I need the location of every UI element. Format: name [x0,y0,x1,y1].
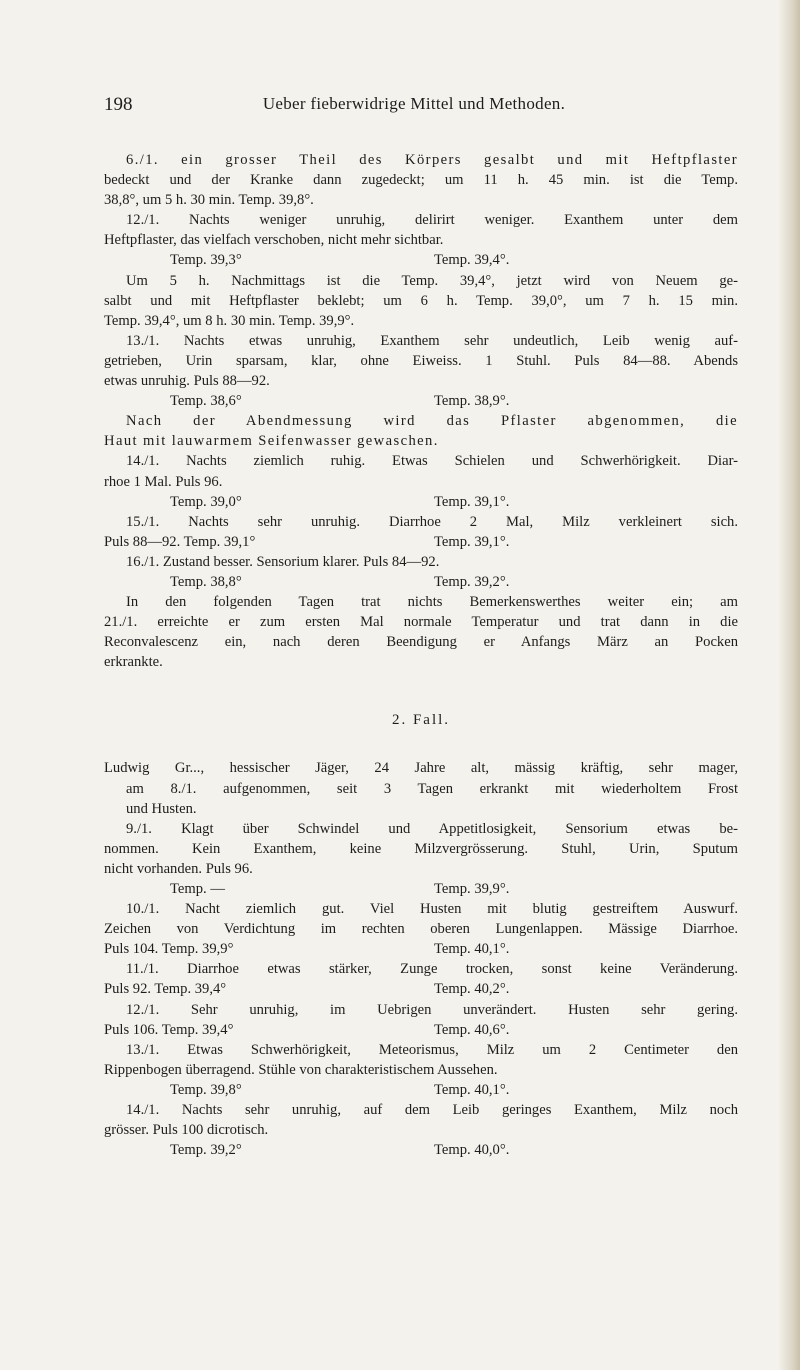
text-line: Zeichen von Verdichtung im rechten oberen Lungenlappen. Mässige Diarrhoe. [104,921,738,938]
pulse-temp-morning: Puls 92. Temp. 39,4° [104,981,227,998]
temp-evening: Temp. 40,0°. [434,1142,510,1159]
text-line: Haut mit lauwarmem Seifenwasser gewaschen. [104,433,439,450]
text-line: Temp. 39,4°, um 8 h. 30 min. Temp. 39,9°. [104,312,355,329]
text-line: 21./1. erreichte er zum ersten Mal normale Temperatur und trat dann in die [104,614,738,631]
text-line: und Husten. [126,800,197,817]
temp-morning: Temp. 39,2° [170,1142,242,1159]
pulse-temp-morning: Puls 106. Temp. 39,4° [104,1021,234,1038]
temp-evening: Temp. 40,1°. [434,941,510,958]
text-line: Rippenbogen überragend. Stühle von charakteristischem Aussehen. [104,1061,498,1078]
text-line: 12./1. Nachts weniger unruhig, delirirt weniger. Exanthem unter dem [126,212,738,229]
text-line: 16./1. Zustand besser. Sensorium klarer. Puls 84—92. [126,553,440,570]
page-body [104,150,738,1160]
text-line: 6./1. ein grosser Theil des Körpers gesalbt und mit Heftpflaster [126,152,738,168]
page-edge-shadow [778,0,800,1370]
temp-evening: Temp. 39,1°. [434,533,510,550]
temperature-row [104,391,738,411]
temp-evening: Temp. 39,4°. [434,252,510,269]
temperature-row [104,879,738,899]
text-line: 13./1. Etwas Schwerhörigkeit, Meteorismus, Milz um 2 Centimeter den [126,1041,738,1058]
text-line: 38,8°, um 5 h. 30 min. Temp. 39,8°. [104,192,314,209]
temperature-row [104,492,738,512]
text-line: Nach der Abendmessung wird das Pflaster abgenommen, die [126,413,738,430]
text-line: Um 5 h. Nachmittags ist die Temp. 39,4°, jetzt wird von Neuem ge- [126,272,738,289]
text-line: bedeckt und der Kranke dann zugedeckt; um 11 h. 45 min. ist die Temp. [104,172,738,189]
temp-morning: Temp. — [170,881,225,897]
text-line: 15./1. Nachts sehr unruhig. Diarrhoe 2 Mal, Milz verkleinert sich. [126,513,738,530]
temp-evening: Temp. 39,9°. [434,881,510,897]
text-line: 11./1. Diarrhoe etwas stärker, Zunge trocken, sonst keine Veränderung. [126,961,738,978]
text-line: Reconvalescenz ein, nach deren Beendigung er Anfangs März an Pocken [104,634,738,651]
text-line: 10./1. Nacht ziemlich gut. Viel Husten mit blutig gestreiftem Auswurf. [126,901,738,918]
pulse-temp-morning: Puls 104. Temp. 39,9° [104,941,234,958]
text-line: grösser. Puls 100 dicrotisch. [104,1122,269,1139]
temp-evening: Temp. 38,9°. [434,393,510,410]
temp-morning: Temp. 38,8° [170,573,242,590]
text-line: Ludwig Gr..., hessischer Jäger, 24 Jahre alt, mässig kräftig, sehr mager, [104,760,738,777]
text-line: nommen. Kein Exanthem, keine Milzvergrösserung. Stuhl, Urin, Sputum [104,840,738,857]
text-line: 14./1. Nachts ziemlich ruhig. Etwas Schielen und Schwerhörigkeit. Diar- [126,453,738,470]
temp-evening: Temp. 40,1°. [434,1081,510,1098]
temp-morning: Temp. 38,6° [170,393,242,410]
pulse-temp-morning: Puls 88—92. Temp. 39,1° [104,533,256,550]
text-line: am 8./1. aufgenommen, seit 3 Tagen erkrankt mit wiederholtem Frost [126,780,738,797]
temperature-row [104,979,738,999]
temperature-row [104,1140,738,1160]
text-line: erkrankte. [104,654,163,671]
temp-evening: Temp. 39,1°. [434,493,510,510]
temperature-row [104,939,738,959]
temp-evening: Temp. 39,2°. [434,573,510,590]
temp-evening: Temp. 40,6°. [434,1021,510,1038]
text-line: Heftpflaster, das vielfach verschoben, nicht mehr sichtbar. [104,232,444,249]
text-line: 13./1. Nachts etwas unruhig, Exanthem sehr undeutlich, Leib wenig auf- [126,332,738,349]
temp-evening: Temp. 40,2°. [434,981,510,998]
text-line: salbt und mit Heftpflaster beklebt; um 6 h. Temp. 39,0°, um 7 h. 15 min. [104,292,738,309]
temp-morning: Temp. 39,8° [170,1081,242,1098]
temperature-row [104,1080,738,1100]
running-title: Ueber fieberwidrige Mittel und Methoden. [262,94,566,113]
temperature-row [104,572,738,592]
temperature-row [104,250,738,270]
text-line: nicht vorhanden. Puls 96. [104,860,253,877]
text-line: etwas unruhig. Puls 88—92. [104,373,270,390]
temp-morning: Temp. 39,3° [170,252,242,269]
temperature-row [104,532,738,552]
text-line: rhoe 1 Mal. Puls 96. [104,473,223,490]
text-line: 9./1. Klagt über Schwindel und Appetitlosigkeit, Sensorium etwas be- [126,820,738,837]
text-line: 14./1. Nachts sehr unruhig, auf dem Leib geringes Exanthem, Milz noch [126,1102,738,1119]
text-line: In den folgenden Tagen trat nichts Bemerkenswerthes weiter ein; am [126,594,738,611]
page-header [104,94,724,122]
temperature-row [104,1020,738,1040]
temp-morning: Temp. 39,0° [170,493,242,510]
section-heading: 2. Fall. [391,712,451,729]
page-number: 198 [104,94,133,115]
text-line: getrieben, Urin sparsam, klar, ohne Eiweiss. 1 Stuhl. Puls 84—88. Abends [104,352,738,369]
text-line: 12./1. Sehr unruhig, im Uebrigen unverändert. Husten sehr gering. [126,1001,738,1018]
